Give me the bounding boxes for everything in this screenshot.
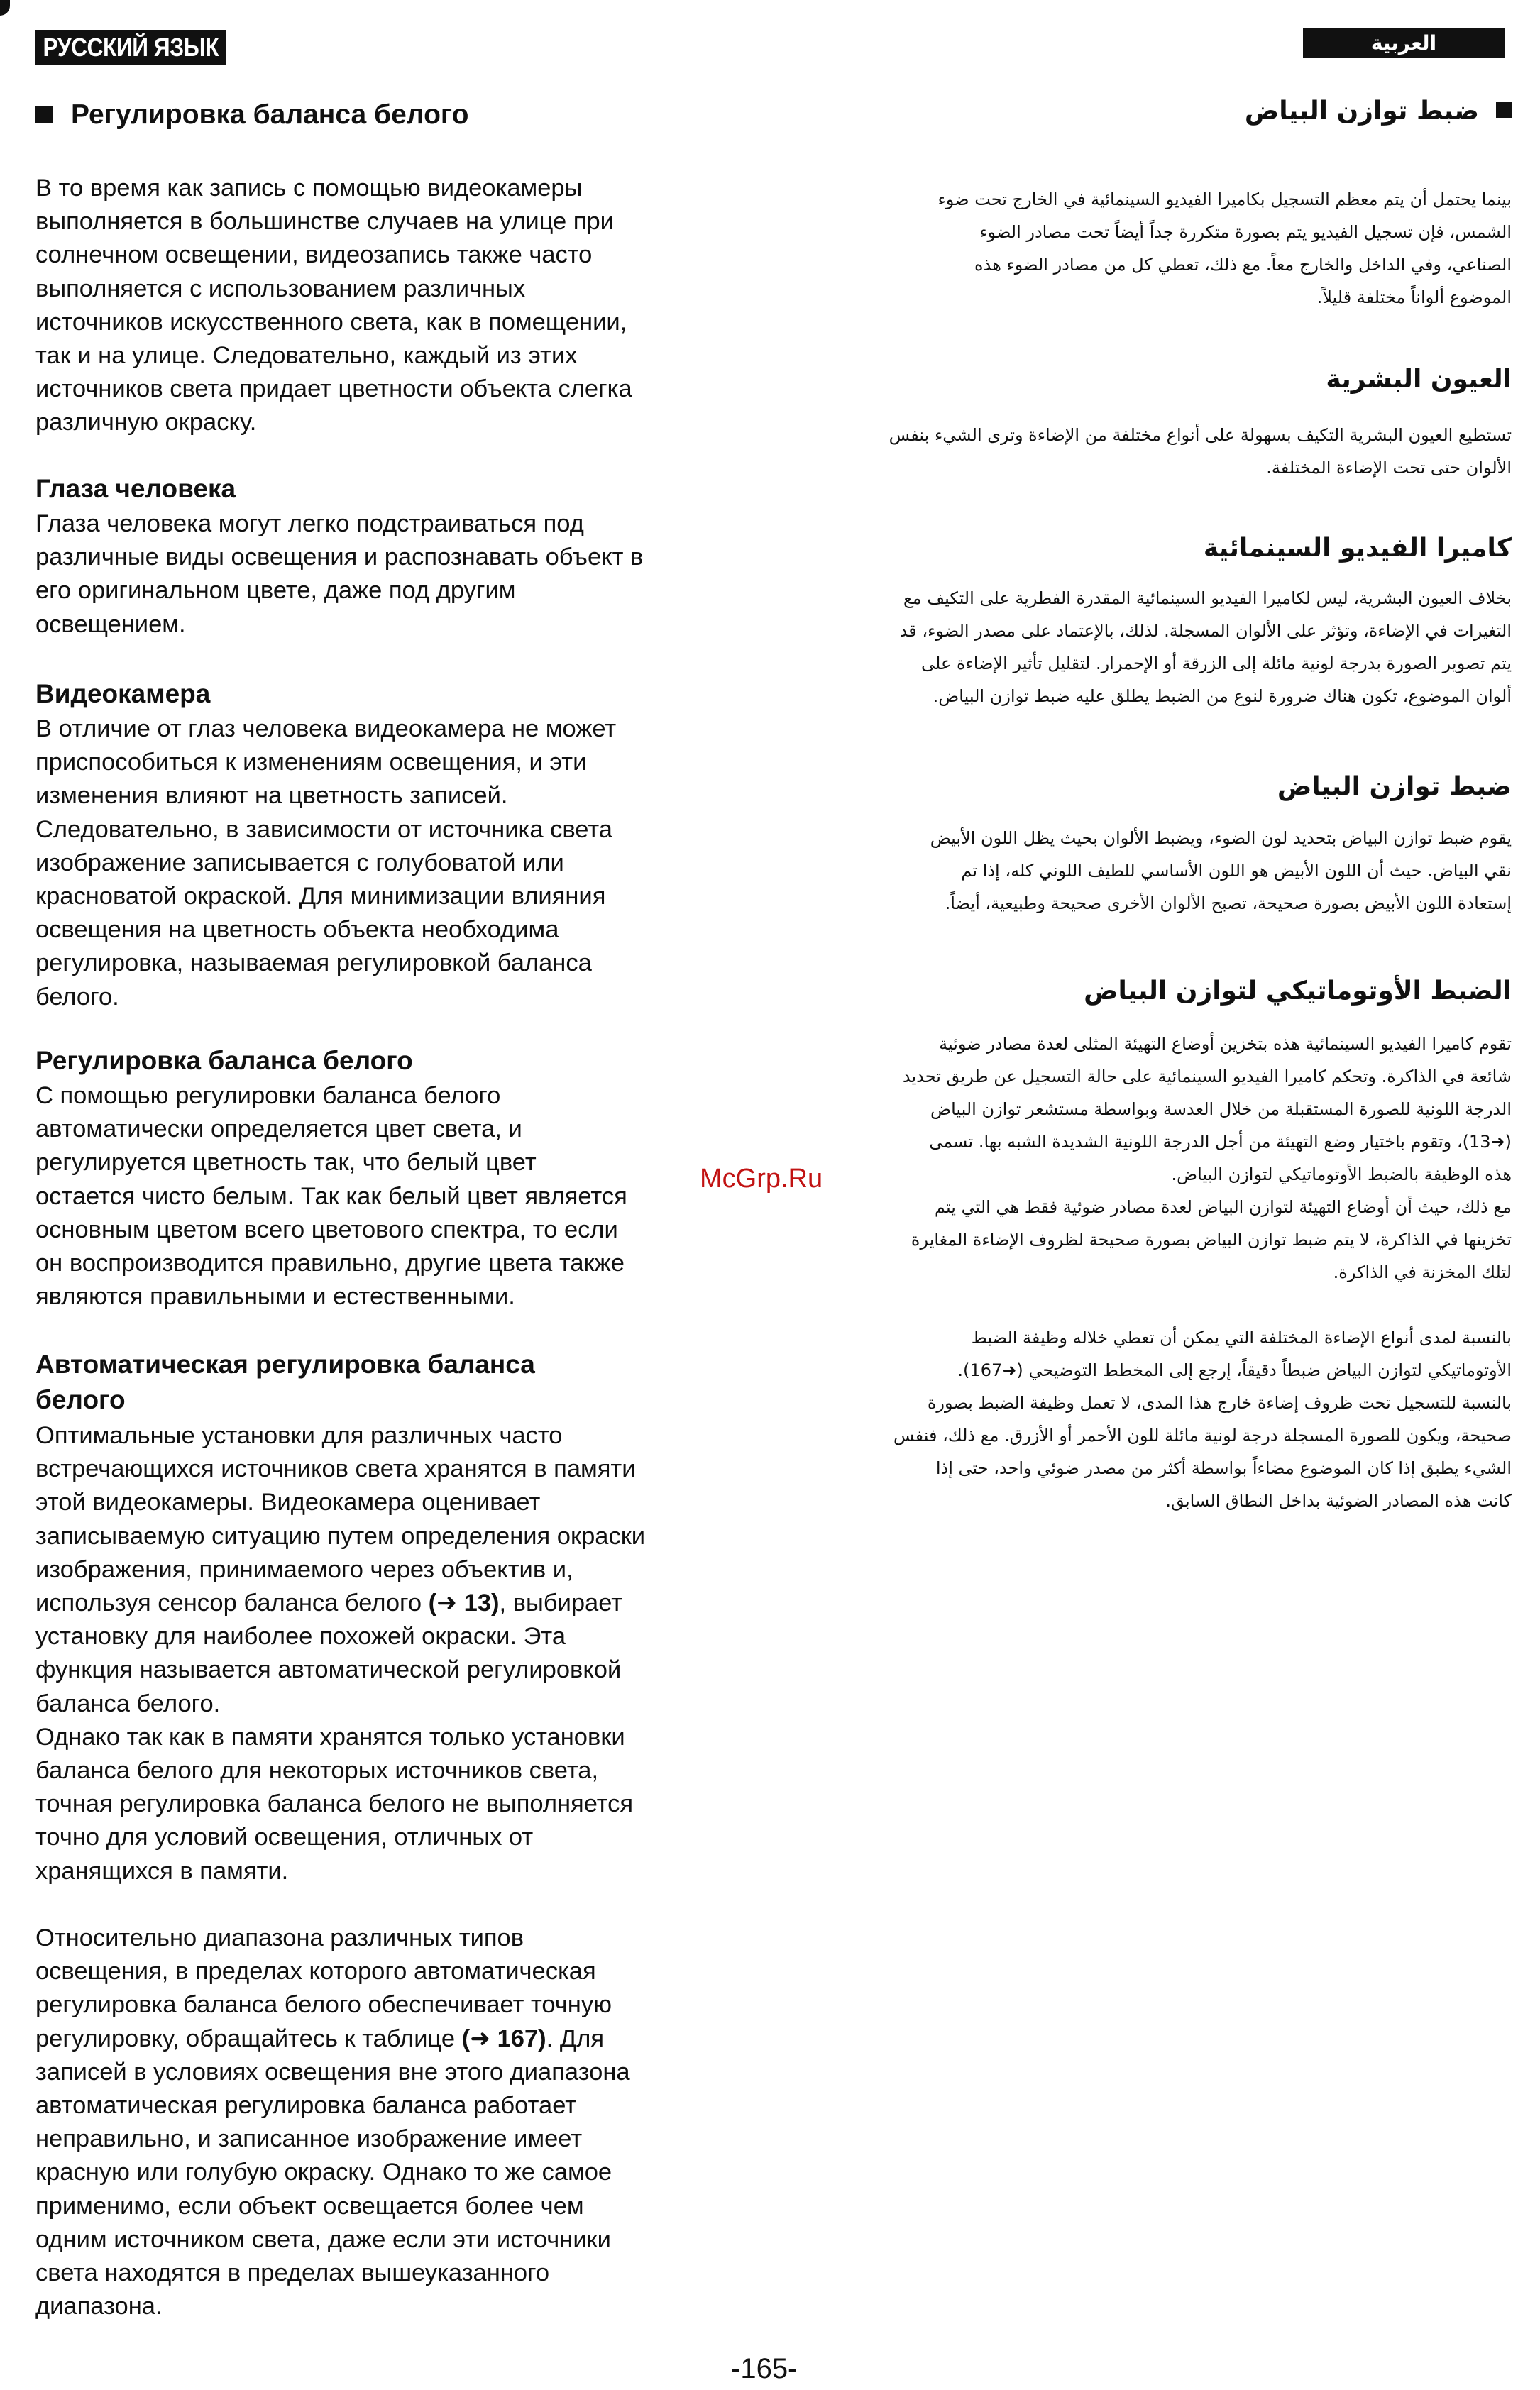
watermark-text: McGrp.Ru bbox=[700, 1164, 823, 1194]
russian-awb-paragraph bbox=[35, 1419, 717, 1888]
arabic-wb-paragraph: يقوم ضبط توازن البياض بتحديد لون الضوء، ويضبط الألوان بحيث يظل اللون الأبيض نقي البياض. حيث أن اللون الأبيض هو اللون الأساسي للطيف اللوني كله، إذا تم إستعادة اللون الأبيض بصورة صحيحة، تصبح الألوان الأخرى صحيحة وطبيعية، أيضاً. bbox=[930, 828, 1512, 913]
square-bullet-icon bbox=[35, 106, 53, 123]
russian-intro-paragraph: В то время как запись с помощью видеокамеры выполняется в большинстве случаев на улице при солнечном освещении, видеозапись также часто выполняется с использованием различных источников искусственного света, как в помещении, так и на улице. Следовательно, каждый из этих источников света придает цветности объекта слегка различную окраску. bbox=[35, 175, 632, 436]
russian-range-text-1: Относительно диапазона различных типов освещения, в пределах которого автоматическая регулировка баланса белого обеспечивает точную регулировку, обращайтесь к таблице bbox=[35, 1924, 612, 2052]
arabic-intro-paragraph: بينما يحتمل أن يتم معظم التسجيل بكاميرا الفيديو السينمائية في الخارج تحت ضوء الشمس، فإن تسجيل الفيديو يتم بصورة متكررة جداً أيضاً تحت مصادر الضوء الصناعي، وفي الداخل والخارج معاً. مع ذلك، تعطي كل من مصادر الضوء هذه الموضوع ألواناً مختلفة قليلاً. bbox=[937, 189, 1512, 307]
arabic-camera-paragraph: بخلاف العيون البشرية، ليس لكاميرا الفيديو السينمائية المقدرة الفطرية على التكيف مع التغيرات في الإضاءة، وتؤثر على الألوان المسجلة. لذلك، بالإعتماد على مصدر الضوء، قد يتم تصوير الصورة بدرجة لونية مائلة إلى الزرقة أو الإحمرار. لتقليل تأثير الإضاءة على ألوان الموضوع، تكون هناك ضرورة لنوع من الضبط يطلق عليه ضبط توازن البياض. bbox=[899, 588, 1512, 706]
russian-eyes-paragraph: Глаза человека могут легко подстраиваться под различные виды освещения и распознавать объект в его оригинальном цвете, даже под другим освещением. bbox=[35, 510, 644, 638]
arabic-awb-heading: الضبط الأوتوماتيكي لتوازن البياض bbox=[1084, 976, 1512, 1006]
russian-eyes-heading: Глаза человека bbox=[35, 474, 236, 503]
russian-awb-page-ref: (➜ 13) bbox=[428, 1590, 500, 1617]
arabic-title-text: ضبط توازن البياض bbox=[1244, 97, 1479, 126]
russian-range-paragraph bbox=[35, 1922, 717, 2323]
page-number: -165- bbox=[731, 2353, 798, 2384]
arabic-range-paragraph: بالنسبة لمدى أنواع الإضاءة المختلفة التي يمكن أن تعطي خلاله وظيفة الضبط الأوتوماتيكي لتوازن البياض ضبطاً دقيقاً، إرجع إلى المخطط التوضيحي (➜167). بالنسبة للتسجيل تحت ظروف إضاءة خارج هذا المدى، لا تعمل وظيفة الضبط بصورة صحيحة، ويكون للصورة المسجلة درجة لونية مائلة للون الأحمر أو الأزرق. مع ذلك، فنفس الشيء يطبق إذا كان الموضوع مضاءاً بواسطة أكثر من مصدر ضوئي واحد، حتى إذا كانت هذه المصادر الضوئية بداخل النطاق السابق. bbox=[893, 1328, 1512, 1511]
arabic-eyes-paragraph: تستطيع العيون البشرية التكيف بسهولة على أنواع مختلفة من الإضاءة وترى الشيء بنفس الألوان حتى تحت الإضاءة المختلفة. bbox=[889, 425, 1512, 478]
russian-awb-text-1: Оптимальные установки для различных часто встречающихся источников света хранятся в памяти этой видеокамеры. Видеокамера оценивает записываемую ситуацию путем определения окраски изображения, принимаемого через объектив и, используя сенсор баланса белого bbox=[35, 1422, 646, 1617]
russian-section-title bbox=[35, 99, 468, 131]
square-bullet-icon bbox=[1496, 102, 1512, 118]
language-tab-arabic: العربية bbox=[1303, 28, 1505, 58]
arabic-eyes-heading: العيون البشرية bbox=[1326, 365, 1512, 394]
arabic-wb-heading: ضبط توازن البياض bbox=[1277, 772, 1512, 801]
arabic-camera-heading: كاميرا الفيديو السينمائية bbox=[1203, 534, 1512, 563]
russian-camera-heading: Видеокамера bbox=[35, 679, 211, 708]
russian-title-text: Регулировка баланса белого bbox=[71, 99, 469, 130]
russian-wb-paragraph: С помощью регулировки баланса белого автоматически определяется цвет света, и регулируется цветность так, что белый цвет остается чисто белым. Так как белый цвет является основным цветом всего цветового спектра, то если он воспроизводится правильно, другие цвета также являются правильными и естественными. bbox=[35, 1082, 627, 1311]
language-tab-russian: РУССКИЙ ЯЗЫК bbox=[35, 30, 226, 65]
corner-mark bbox=[0, 0, 10, 16]
russian-awb-heading: Автоматическая регулировка баланса белого bbox=[35, 1350, 535, 1414]
russian-camera-paragraph: В отличие от глаз человека видеокамера не может приспособиться к изменениям освещения, и эти изменения влияют на цветность записей. Следовательно, в зависимости от источника света изображение записывается с голубоватой или красноватой окраской. Для минимизации влияния освещения на цветность объекта необходима регулировка, называемая регулировкой баланса белого. bbox=[35, 715, 617, 1010]
arabic-section-title bbox=[1245, 97, 1512, 126]
russian-range-page-ref: (➜ 167) bbox=[461, 2025, 546, 2052]
russian-awb-text-2: , выбирает установку для наиболее похожей окраски. Эта функция называется автоматической регулировкой баланса белого. Однако так как в памяти хранятся только установки баланса белого для некоторых источников света, точная регулировка баланса белого не выполняется точно для условий освещения, отличных от хранящихся в памяти. bbox=[35, 1590, 634, 1885]
arabic-awb-paragraph: تقوم كاميرا الفيديو السينمائية هذه بتخزين أوضاع التهيئة المثلى لعدة مصادر ضوئية شائعة في الذاكرة. وتحكم كاميرا الفيديو السينمائية على حالة التسجيل عن طريق تحديد الدرجة اللونية للصورة المستقبلة من خلال العدسة وبواسطة مستشعر توازن البياض (➜13)، وتقوم باختيار وضع التهيئة من أجل الدرجة اللونية الشديدة الشبه بها. تسمى هذه الوظيفة بالضبط الأوتوماتيكي لتوازن البياض. مع ذلك، حيث أن أوضاع التهيئة لتوازن البياض لعدة مصادر ضوئية فقط هي التي يتم تخزينها في الذاكرة، لا يتم ضبط توازن البياض بصورة صحيحة لظروف الإضاءة المغايرة لتلك المخزنة في الذاكرة. bbox=[902, 1034, 1512, 1282]
russian-wb-heading: Регулировка баланса белого bbox=[35, 1046, 413, 1075]
russian-range-text-2: . Для записей в условиях освещения вне этого диапазона автоматическая регулировка баланса работает неправильно, и записанное изображение имеет красную или голубую окраску. Однако то же самое применимо, если объект освещается более чем одним источником света, даже если эти источники света находятся в пределах вышеуказанного диапазона. bbox=[35, 2025, 630, 2320]
